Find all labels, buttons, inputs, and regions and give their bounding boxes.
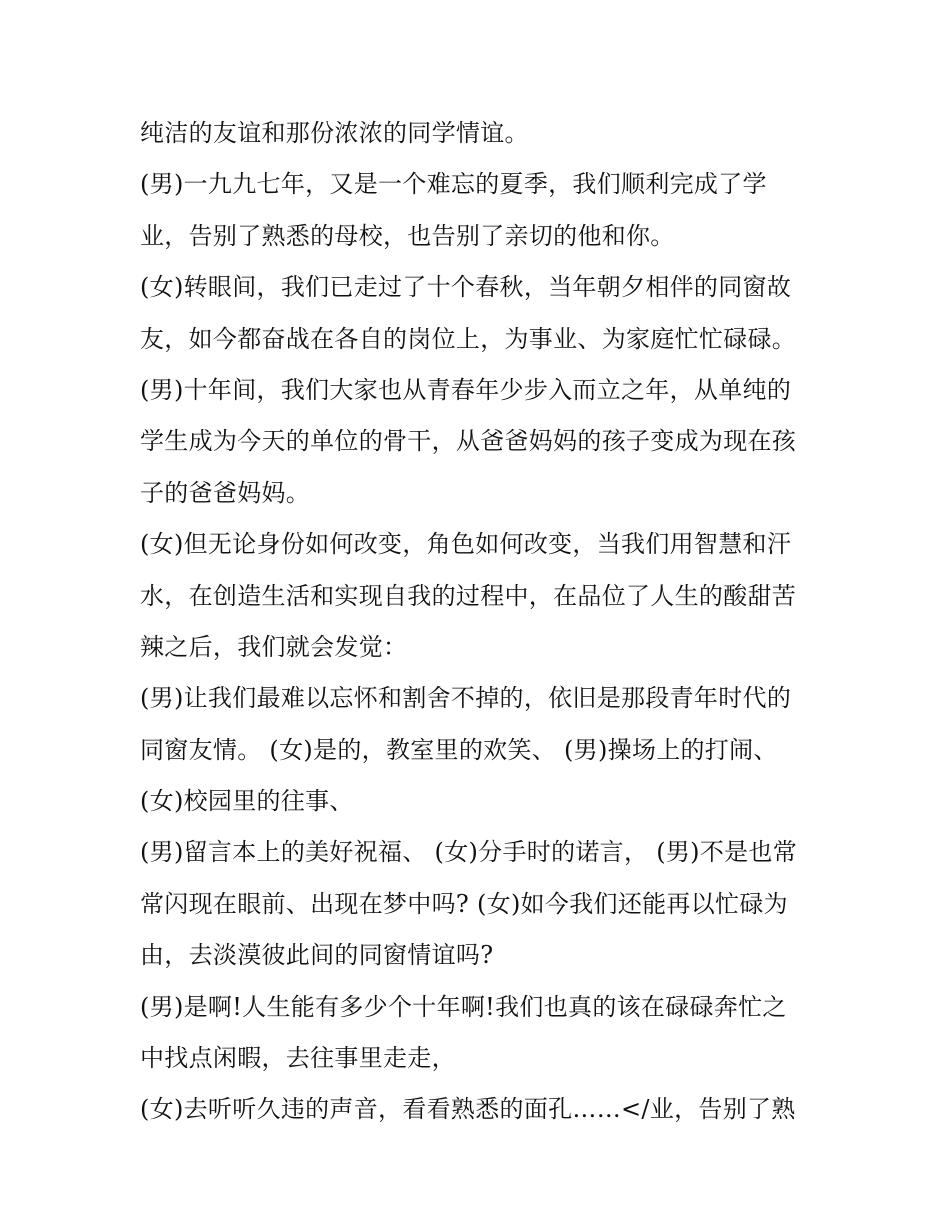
text-line: 纯洁的友谊和那份浓浓的同学情谊。: [140, 119, 529, 147]
body-text: [140, 108, 820, 1136]
text-line: (女)但无论身份如何改变，角色如何改变，当我们用智慧和汗: [140, 530, 792, 559]
text-line: (男)一九九七年，又是一个难忘的夏季，我们顺利完成了学: [140, 170, 767, 199]
text-line: (男)十年间，我们大家也从青春年少步入而立之年，从单纯的: [140, 375, 792, 404]
text-line: 学生成为今天的单位的骨干，从爸爸妈妈的孩子变成为现在孩: [140, 427, 797, 456]
text-line: (男)让我们最难以忘怀和割舍不掉的，依旧是那段青年时代的: [140, 684, 792, 713]
text-line: 辣之后，我们就会发觉：: [140, 632, 408, 661]
text-line: 中找点闲暇，去往事里走走，: [140, 1044, 456, 1073]
text-line: 子的爸爸妈妈。: [140, 478, 311, 507]
text-line: (女)去听听久违的声音，看看熟悉的面孔……</业，告别了熟: [140, 1095, 796, 1124]
text-line: (女)校园里的往事、: [140, 787, 354, 816]
text-line: 由，去淡漠彼此间的同窗情谊吗?: [140, 941, 494, 970]
text-line: (女)转眼间，我们已走过了十个春秋，当年朝夕相伴的同窗故: [140, 273, 792, 302]
text-line: 业，告别了熟悉的母校，也告别了亲切的他和你。: [140, 221, 675, 250]
text-line: 友，如今都奋战在各自的岗位上，为事业、为家庭忙忙碌碌。: [140, 324, 797, 353]
text-line: 水，在创造生活和实现自我的过程中，在品位了人生的酸甜苦: [140, 581, 797, 610]
text-line: 同窗友情。 (女)是的，教室里的欢笑、 (男)操场上的打闹、: [140, 735, 778, 764]
text-line: (男)是啊!人生能有多少个十年啊!我们也真的该在碌碌奔忙之: [140, 992, 787, 1021]
text-line: 常闪现在眼前、出现在梦中吗? (女)如今我们还能再以忙碌为: [140, 889, 788, 918]
text-line: (男)留言本上的美好祝福、 (女)分手时的诺言， (男)不是也常: [140, 838, 798, 867]
